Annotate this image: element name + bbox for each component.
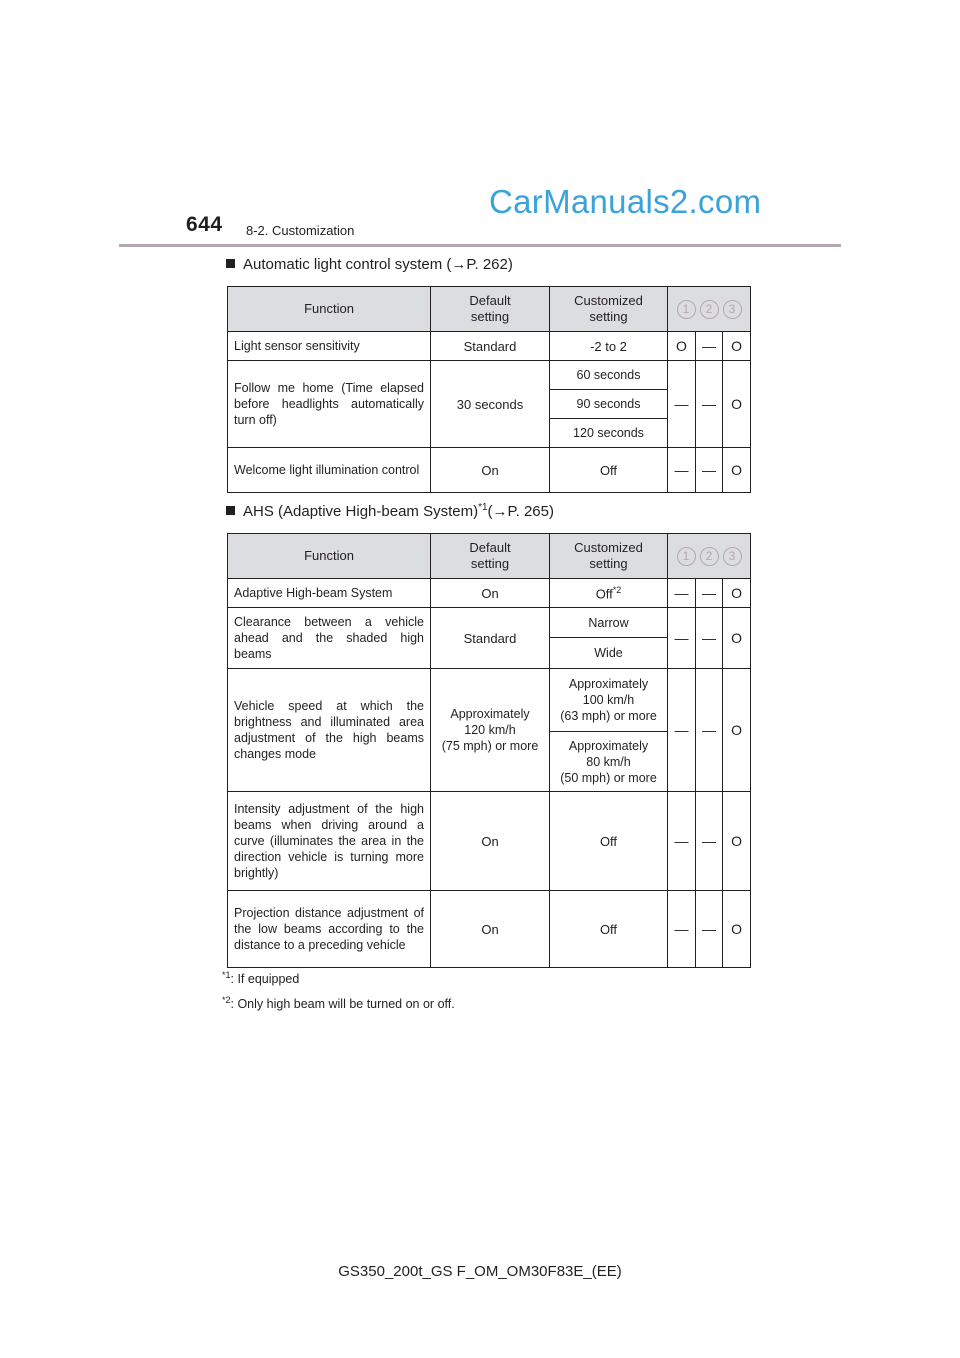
table-row bbox=[228, 669, 751, 732]
watermark-logo: CarManuals2.com bbox=[489, 183, 762, 220]
mark-cell-3: O bbox=[723, 792, 751, 891]
table-header-row bbox=[228, 534, 751, 579]
section-heading-ahs bbox=[226, 502, 554, 520]
default-cell: Standard bbox=[431, 332, 550, 361]
default-cell: 30 seconds bbox=[431, 361, 550, 448]
default-cell: Approximately 120 km/h (75 mph) or more bbox=[431, 669, 550, 792]
mark-cell-1: — bbox=[668, 891, 696, 968]
circled-3-icon: 3 bbox=[723, 547, 742, 566]
table-row bbox=[228, 579, 751, 608]
mark-cell-3: O bbox=[723, 669, 751, 792]
section-heading-automatic-light bbox=[226, 256, 513, 273]
customized-cell: Off bbox=[550, 792, 668, 891]
default-cell: On bbox=[431, 579, 550, 608]
square-bullet-icon bbox=[226, 506, 235, 515]
square-bullet-icon bbox=[226, 259, 235, 268]
circled-1-icon: 1 bbox=[677, 547, 696, 566]
customized-cell: 60 seconds bbox=[550, 361, 668, 390]
automatic-light-table bbox=[227, 286, 751, 493]
mark-cell-1: — bbox=[668, 669, 696, 792]
customized-cell: Wide bbox=[550, 638, 668, 669]
customized-cell: Narrow bbox=[550, 608, 668, 638]
customized-cell: Approximately 80 km/h (50 mph) or more bbox=[550, 732, 668, 792]
header-circled-numbers bbox=[668, 287, 751, 332]
mark-cell-2: — bbox=[696, 608, 723, 669]
header-default: Default setting bbox=[431, 287, 550, 332]
section-title: 8-2. Customization bbox=[246, 223, 355, 238]
mark-cell-1: — bbox=[668, 448, 696, 493]
mark-cell-2: — bbox=[696, 579, 723, 608]
footnote-2: $^{*2}$: Only high beam will be turned on or off. bbox=[222, 995, 455, 1012]
page-ref-link[interactable]: (→P. 265) bbox=[487, 503, 554, 520]
table-row bbox=[228, 361, 751, 390]
function-cell: Clearance between a vehicle ahead and the shaded high beams bbox=[228, 608, 431, 669]
mark-cell-2: — bbox=[696, 332, 723, 361]
customized-cell: 120 seconds bbox=[550, 419, 668, 448]
customized-cell: Approximately 100 km/h (63 mph) or more bbox=[550, 669, 668, 732]
function-cell: Welcome light illumination control bbox=[228, 448, 431, 493]
header-rule bbox=[119, 244, 841, 247]
ahs-table bbox=[227, 533, 751, 968]
function-cell: Projection distance adjustment of the low beams according to the distance to a preceding vehicle bbox=[228, 891, 431, 968]
header-default: Default setting bbox=[431, 534, 550, 579]
function-cell: Vehicle speed at which the brightness and illuminated area adjustment of the high beams changes mode bbox=[228, 669, 431, 792]
mark-cell-1: O bbox=[668, 332, 696, 361]
table-row bbox=[228, 891, 751, 968]
customized-cell: 90 seconds bbox=[550, 390, 668, 419]
manual-code: GS350_200t_GS F_OM_OM30F83E_(EE) bbox=[338, 1263, 622, 1280]
customized-cell: Off$^{*2}$ bbox=[550, 579, 668, 608]
mark-cell-3: O bbox=[723, 891, 751, 968]
mark-cell-1: — bbox=[668, 579, 696, 608]
heading-text: AHS (Adaptive High-beam System) bbox=[243, 503, 479, 520]
default-cell: On bbox=[431, 891, 550, 968]
footnote-1: $^{*1}$: If equipped bbox=[222, 970, 300, 987]
function-cell: Intensity adjustment of the high beams when driving around a curve (illuminates the area in the direction vehicle is turning more brightly) bbox=[228, 792, 431, 891]
circled-1-icon: 1 bbox=[677, 300, 696, 319]
function-cell: Adaptive High-beam System bbox=[228, 579, 431, 608]
table-row bbox=[228, 332, 751, 361]
mark-cell-3: O bbox=[723, 361, 751, 448]
customized-cell: -2 to 2 bbox=[550, 332, 668, 361]
mark-cell-3: O bbox=[723, 608, 751, 669]
mark-cell-1: — bbox=[668, 608, 696, 669]
customized-cell: Off bbox=[550, 891, 668, 968]
table-header-row bbox=[228, 287, 751, 332]
header-customized: Customized setting bbox=[550, 534, 668, 579]
table-row bbox=[228, 608, 751, 638]
mark-cell-3: O bbox=[723, 332, 751, 361]
header-function: Function bbox=[228, 287, 431, 332]
mark-cell-2: — bbox=[696, 669, 723, 792]
header-customized: Customized setting bbox=[550, 287, 668, 332]
header-function: Function bbox=[228, 534, 431, 579]
table-row bbox=[228, 448, 751, 493]
page-number: 644 bbox=[186, 213, 223, 236]
mark-cell-1: — bbox=[668, 792, 696, 891]
function-cell: Follow me home (Time elapsed before headlights automatically turn off) bbox=[228, 361, 431, 448]
table-row bbox=[228, 792, 751, 891]
circled-2-icon: 2 bbox=[700, 547, 719, 566]
mark-cell-3: O bbox=[723, 448, 751, 493]
default-cell: On bbox=[431, 448, 550, 493]
footnote-mark: *1 bbox=[478, 502, 488, 513]
mark-cell-3: O bbox=[723, 579, 751, 608]
page-ref-link[interactable]: →P. 262) bbox=[451, 256, 513, 273]
mark-cell-2: — bbox=[696, 448, 723, 493]
mark-cell-2: — bbox=[696, 361, 723, 448]
mark-cell-2: — bbox=[696, 891, 723, 968]
circled-2-icon: 2 bbox=[700, 300, 719, 319]
circled-3-icon: 3 bbox=[723, 300, 742, 319]
header-circled-numbers bbox=[668, 534, 751, 579]
footnote-mark: *2 bbox=[612, 584, 622, 595]
default-cell: Standard bbox=[431, 608, 550, 669]
default-cell: On bbox=[431, 792, 550, 891]
customized-cell: Off bbox=[550, 448, 668, 493]
function-cell: Light sensor sensitivity bbox=[228, 332, 431, 361]
heading-text: Automatic light control system ( bbox=[243, 256, 452, 273]
mark-cell-1: — bbox=[668, 361, 696, 448]
mark-cell-2: — bbox=[696, 792, 723, 891]
